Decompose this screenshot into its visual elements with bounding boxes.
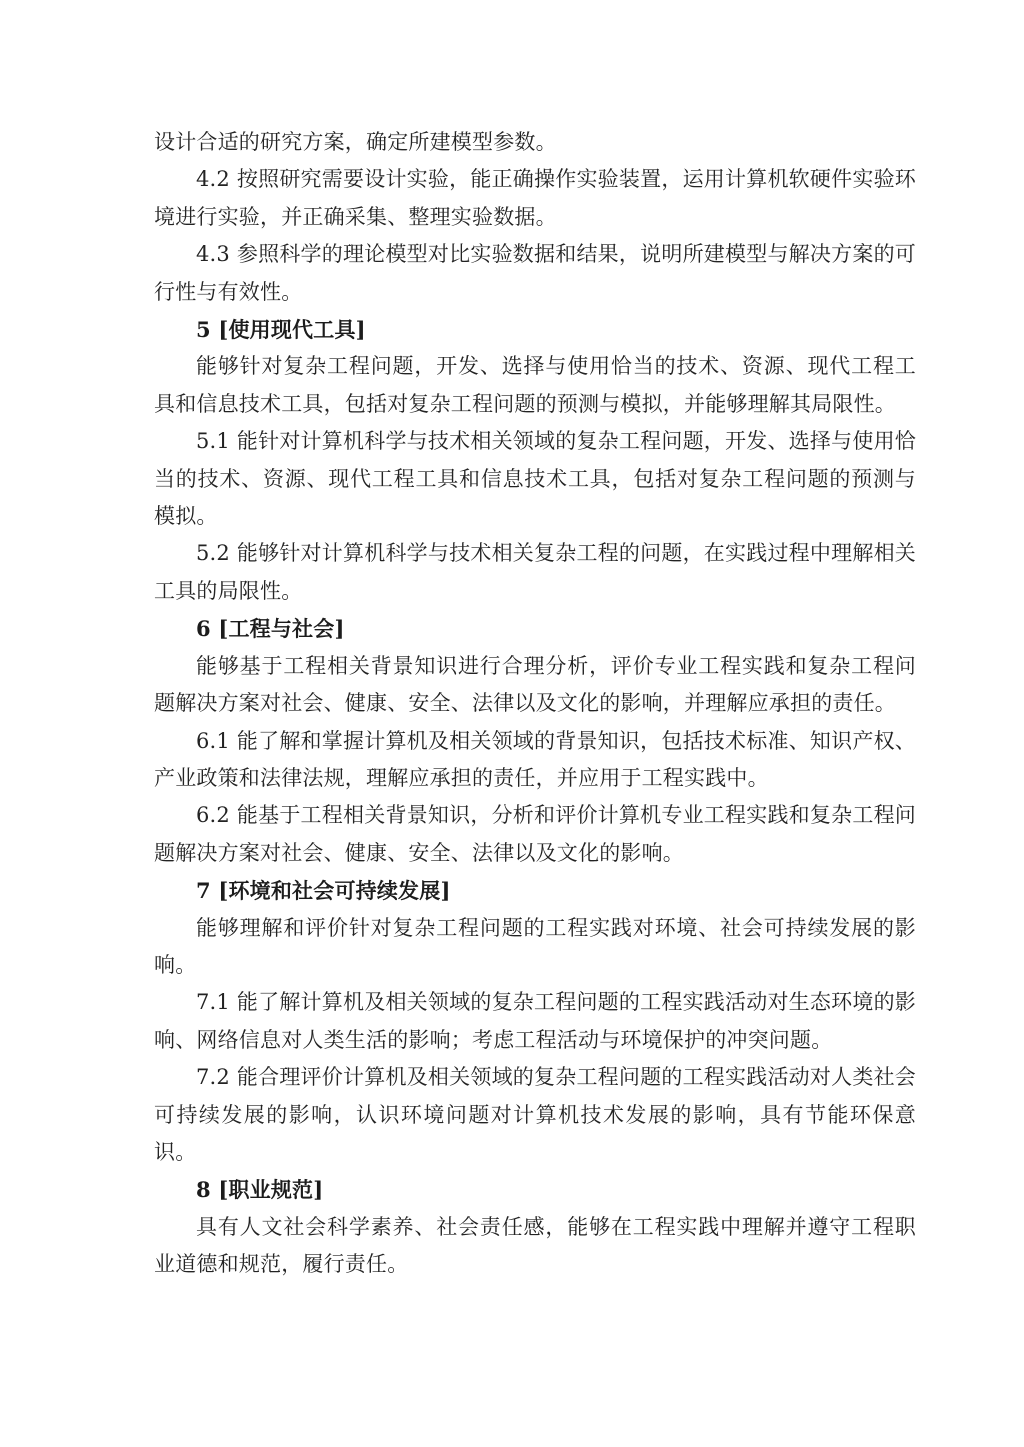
- section-heading-5-modern-tools: 5 [使用现代工具]: [196, 317, 366, 343]
- document-text-block: [154, 124, 916, 1284]
- paragraph-7-2: 7.2 能合理评价计算机及相关领域的复杂工程问题的工程实践活动对人类社会可持续发展的影响，认识环境问题对计算机技术发展的影响，具有节能环保意识。: [154, 1065, 916, 1164]
- paragraph-6-intro: 能够基于工程相关背景知识进行合理分析，评价专业工程实践和复杂工程问题解决方案对社会、健康、安全、法律以及文化的影响，并理解应承担的责任。: [154, 653, 916, 716]
- paragraph-5-intro: 能够针对复杂工程问题，开发、选择与使用恰当的技术、资源、现代工程工具和信息技术工具，包括对复杂工程问题的预测与模拟，并能够理解其局限性。: [154, 354, 916, 416]
- paragraph-5-1: 5.1 能针对计算机科学与技术相关领域的复杂工程问题，开发、选择与使用恰当的技术、资源、现代工程工具和信息技术工具，包括对复杂工程问题的预测与模拟。: [154, 429, 916, 529]
- paragraph-6-1: 6.1 能了解和掌握计算机及相关领域的背景知识，包括技术标准、知识产权、产业政策和法律法规，理解应承担的责任，并应用于工程实践中。: [154, 728, 916, 790]
- paragraph-5-2: 5.2 能够针对计算机科学与技术相关复杂工程的问题，在实践过程中理解相关工具的局限性。: [154, 541, 916, 603]
- paragraph-4-3: 4.3 参照科学的理论模型对比实验数据和结果，说明所建模型与解决方案的可行性与有效性。: [154, 242, 916, 304]
- paragraph-6-2: 6.2 能基于工程相关背景知识，分析和评价计算机专业工程实践和复杂工程问题解决方案对社会、健康、安全、法律以及文化的影响。: [154, 803, 916, 865]
- paragraph-7-intro: 能够理解和评价针对复杂工程问题的工程实践对环境、社会可持续发展的影响。: [154, 915, 916, 977]
- paragraph-continuation: 设计合适的研究方案，确定所建模型参数。: [154, 130, 557, 154]
- section-heading-6-engineering-society: 6 [工程与社会]: [196, 616, 345, 642]
- paragraph-7-1: 7.1 能了解计算机及相关领域的复杂工程问题的工程实践活动对生态环境的影响、网络信息对人类生活的影响；考虑工程活动与环境保护的冲突问题。: [154, 990, 916, 1052]
- section-heading-8-professional-norms: 8 [职业规范]: [196, 1177, 324, 1203]
- section-heading-7-environment-sustainability: 7 [环境和社会可持续发展]: [196, 878, 451, 904]
- paragraph-8-intro: 具有人文社会科学素养、社会责任感，能够在工程实践中理解并遵守工程职业道德和规范，履行责任。: [154, 1214, 916, 1277]
- paragraph-4-2: 4.2 按照研究需要设计实验，能正确操作实验装置，运用计算机软硬件实验环境进行实验，并正确采集、整理实验数据。: [154, 167, 916, 229]
